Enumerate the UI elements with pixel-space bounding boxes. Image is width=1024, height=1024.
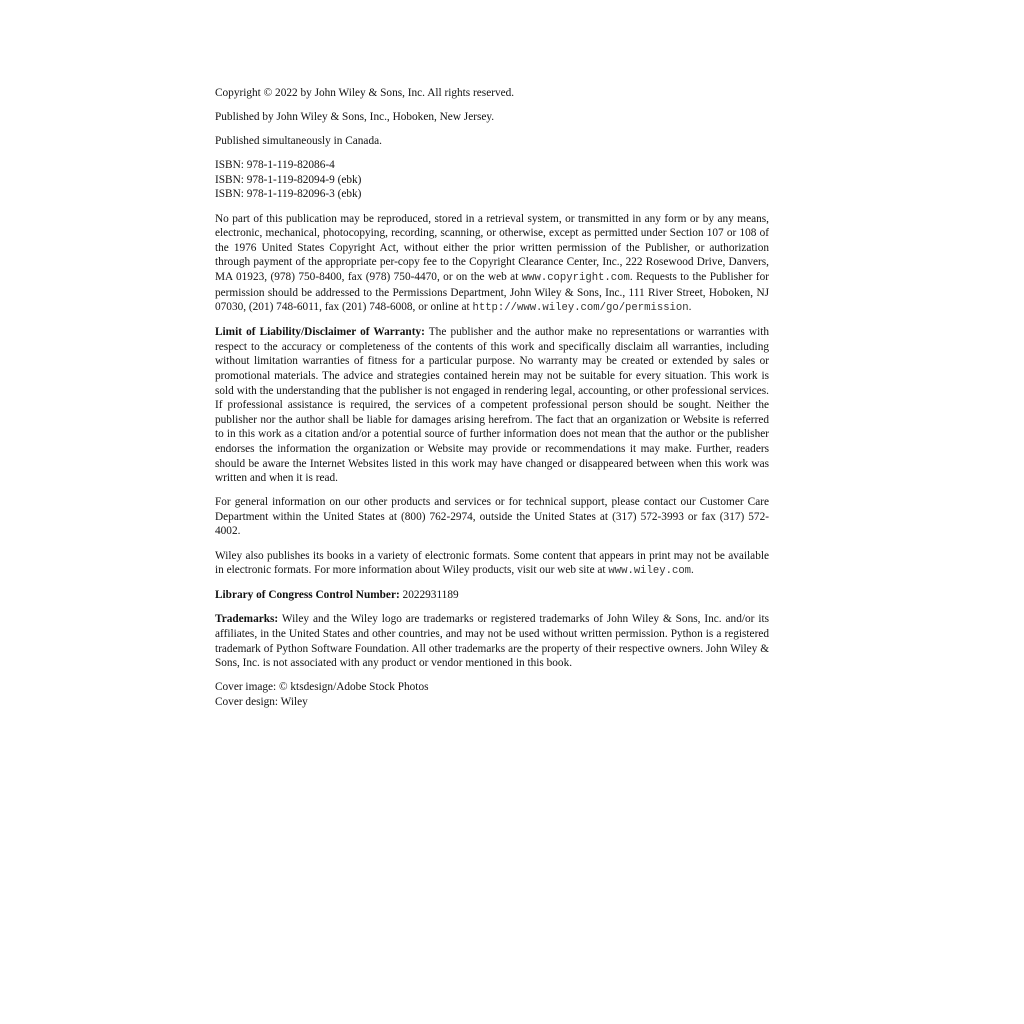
rights-text-2: . Requests to the Publisher for permission should be addressed to the Permissions Department, John Wiley & Sons, Inc., 111 River Street, Hoboken, NJ 07030, (201) 748-6011, fax (201) 748-6008, or online at — [215, 270, 769, 314]
trademarks-heading: Trademarks: — [215, 613, 279, 626]
disclaimer-text: The publisher and the author make no representations or warranties with respect to the accuracy or completeness of the contents of this work and specifically disclaim all warranties, including without limitation warranties of fitness for a particular purpose. No warranty may be created or extended by sales or promotional materials. The advice and strategies contained herein may not be suitable for every situation. This work is sold with the understanding that the publisher is not engaged in rendering legal, accounting, or other professional services. If professional assistance is required, the services of a competent professional person should be sought. Neither the publisher nor the author shall be liable for damages arising herefrom. The fact that an organization or Website is referred to in this work as a citation and/or a potential source of further information does not mean that the author or the publisher endorses the information the organization or Website may provide or recommendations it may make. Further, readers should be aware the Internet Websites listed in this work may have changed or disappeared between when this work was written and when it is read. — [215, 326, 769, 485]
cover-credits — [215, 680, 769, 709]
electronic-text: Wiley also publishes its books in a variety of electronic formats. Some content that appears in print may not be available in electronic formats. For more information about Wiley products, visit our web site at — [215, 549, 769, 577]
rights-text-3: . — [688, 301, 692, 314]
canada-line: Published simultaneously in Canada. — [215, 135, 382, 148]
copyright-page — [215, 86, 769, 719]
wiley-url: www.wiley.com — [608, 565, 692, 578]
loc-number: 2022931189 — [402, 589, 459, 602]
permission-url: http://www.wiley.com/go/permission — [472, 302, 689, 315]
loc-paragraph — [215, 588, 769, 603]
isbn-block — [215, 158, 769, 202]
disclaimer-paragraph — [215, 325, 769, 486]
trademarks-text: Wiley and the Wiley logo are trademarks or registered trademarks of John Wiley & Sons, Inc. and/or its affiliates, in the United States and other countries, and may not be used without written permission. Python is a registered trademark of Python Software Foundation. All other trademarks are the property of their respective owners. John Wiley & Sons, Inc. is not associated with any product or vendor mentioned in this book. — [215, 613, 769, 670]
electronic-formats-paragraph — [215, 549, 769, 579]
copyright-url: www.copyright.com — [521, 271, 630, 284]
copyright-line: Copyright © 2022 by John Wiley & Sons, Inc. All rights reserved. — [215, 87, 515, 99]
isbn-ebook-2: ISBN: 978-1-119-82096-3 (ebk) — [215, 188, 362, 201]
support-paragraph: For general information on our other products and services or for technical support, please contact our Customer Care Department within the United States at (800) 762-2974, outside the United States at (317) 572-3993 or fax (317) 572-4002. — [215, 496, 769, 538]
loc-label: Library of Congress Control Number: — [215, 589, 400, 602]
isbn-ebook-1: ISBN: 978-1-119-82094-9 (ebk) — [215, 173, 362, 186]
trademarks-paragraph — [215, 612, 769, 670]
disclaimer-heading: Limit of Liability/Disclaimer of Warranty: — [215, 326, 425, 339]
cover-design-credit: Cover design: Wiley — [215, 695, 308, 708]
cover-image-credit: Cover image: © ktsdesign/Adobe Stock Photos — [215, 681, 429, 694]
publisher-line: Published by John Wiley & Sons, Inc., Hoboken, New Jersey. — [215, 111, 495, 124]
isbn-print: ISBN: 978-1-119-82086-4 — [215, 159, 335, 172]
electronic-end: . — [691, 564, 694, 577]
rights-paragraph — [215, 212, 769, 316]
rights-text-1: No part of this publication may be reproduced, stored in a retrieval system, or transmitted in any form or by any means, electronic, mechanical, photocopying, recording, scanning, or otherwise, except as permitted under Section 107 or 108 of the 1976 United States Copyright Act, without either the prior written permission of the Publisher, or authorization through payment of the appropriate per-copy fee to the Copyright Clearance Center, Inc., 222 Rosewood Drive, Danvers, MA 01923, (978) 750-8400, fax (978) 750-4470, or on the web at — [215, 212, 769, 283]
